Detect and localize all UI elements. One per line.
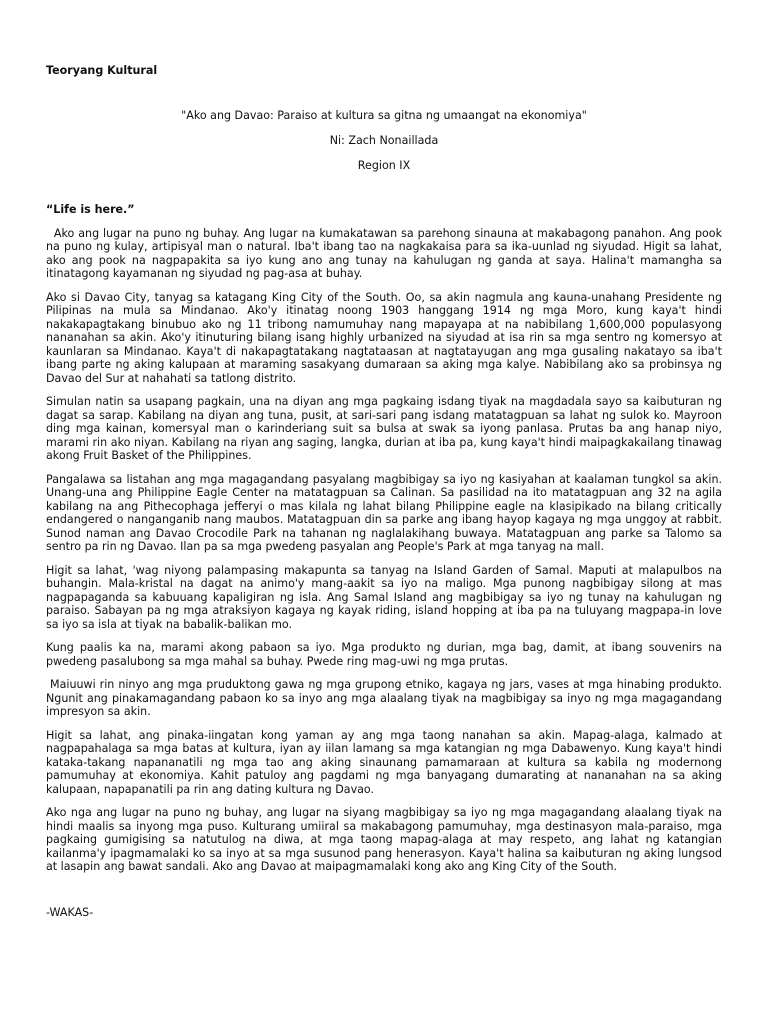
paragraph: Simulan natin sa usapang pagkain, una na diyan ang mga pagkaing isdang tiyak na magdadala sayo sa kaibuturan ng dagat sa sarap. Kabilang na diyan ang tuna, pusit, at sari-sari pang isdang matatagpuan sa lahat ng sulok ko. Mayroon ding mga kainan, komersyal man o karinderiang suit sa bulsa at swak sa iyong panlasa. Prutas ba ang hanap niyo, marami rin ako niyan. Kabilang na riyan ang saging, langka, durian at iba pa, kung kaya't hindi maipagkakailang tinawag akong Fruit Basket of the Philippines. — [46, 395, 722, 462]
paragraph: Ako si Davao City, tanyag sa katagang King City of the South. Oo, sa akin nagmula ang kauna-unahang Presidente ng Pilipinas na mula sa Mindanao. Ako'y itinatag noong 1903 hanggang 1914 ng mga Moro, kung kaya't hindi nakakapagtakang binubuo ako ng 11 tribong namumuhay nang mapayapa at na nabibilang 1,600,000 populasyong nananahan sa akin. Ako'y itinuturing bilang isang highly urbanized na siyudad at isa rin sa mga sentro ng komersyo at kaunlaran sa Mindanao. Kaya't di nakapagtatakang nagtataasan at nagtatayugan ang mga gusaling nakatayo sa iba't ibang parte ng aking kalupaan at maraming sasakyang dumaraan sa aking mga kalye. Nabibilang ako sa probinsya ng Davao del Sur at nahahati sa tatlong distrito. — [46, 290, 722, 385]
ending-mark: -WAKAS- — [46, 905, 94, 919]
paragraph: Higit sa lahat, 'wag niyong palampasing makapunta sa tanyag na Island Garden of Samal. Maputi at malapulbos na buhangin. Mala-kristal na dagat na animo'y mang-aakit sa iyo na maligo. Mga punong nagbibigay silong at mas nagpapaganda sa kabuuang kapaligiran ng isla. Ang Samal Island ang magbibigay sa iyo ng tunay na kahulugan ng paraiso. Sabayan pa ng mga atraksiyon kagaya ng kayak riding, island hopping at iba pa na tuluyang magpapa-in love sa iyo sa isla at tiyak na babalik-balikan mo. — [46, 563, 722, 631]
section-title: Teoryang Kultural — [46, 64, 158, 77]
paragraph: Ako nga ang lugar na puno ng buhay, ang lugar na siyang magbibigay sa iyo ng mga magagandang alaalang tiyak na hindi maalis sa inyong mga puso. Kulturang umiiral sa makabagong pamumuhay, mga destinasyon mala-paraiso, mga pagkaing gumigising sa natutulog na diwa, at mga taong mapag-alaga at may respeto, ang lahat ng katangian kailanma'y ipagmamalaki ko sa inyo at sa mga susunod pang henerasyon. Kaya't halina sa kaibuturan ng aking lungsod at lasapin ang bawat sandali. Ako ang Davao at maipagmamalaki kong ako ang King City of the South. — [46, 806, 722, 873]
paragraph: Higit sa lahat, ang pinaka-iingatan kong yaman ay ang mga taong nanahan sa akin. Mapag-alaga, kalmado at nagpapahalaga sa mga batas at kultura, iyan ay iilan lamang sa mga katangian ng mga Dabawenyo. Kung kaya't hindi kataka-takang napananatili ng mga tao ang aking sinaunang pamamaraan at kultura sa kabila ng modernong pamumuhay at ekonomiya. Kahit patuloy ang pagdami ng mga banyagang dumarating at nananahan na sa aking kalupaan, napapanatili pa rin ang dating kultura ng Davao. — [46, 728, 722, 796]
author-line: Ni: Zach Nonaillada — [329, 134, 439, 147]
region-line: Region IX — [357, 158, 411, 172]
slogan: “Life is here.” — [46, 203, 135, 216]
paragraph: Ako ang lugar na puno ng buhay. Ang lugar na kumakatawan sa parehong sinauna at makabagong panahon. Ang pook na puno ng kulay, artipisyal man o natural. Iba't ibang tao na nagkakaisa para sa ika-uunlad ng siyudad. Higit sa lahat, ako ang pook na nagpapakita sa iyo kung ano ang tunay na kahulugan ng ganda at saya. Halina't mamangha sa itinatagong kayamanan ng siyudad ng pag-asa at buhay. — [46, 226, 722, 280]
paragraph: Kung paalis ka na, marami akong pabaon sa iyo. Mga produkto ng durian, mga bag, damit, at ibang souvenirs na pwedeng pasalubong sa mga mahal sa buhay. Pwede ring mag-uwi ng mga prutas. — [46, 641, 722, 668]
essay-body — [46, 227, 722, 874]
essay-title: "Ako ang Davao: Paraiso at kultura sa gitna ng umaangat na ekonomiya" — [181, 108, 587, 122]
paragraph: Maiuuwi rin ninyo ang mga pruduktong gawa ng mga grupong etniko, kagaya ng jars, vases at mga hinabing produkto. Ngunit ang pinakamagandang pabaon ko sa inyo ang mga alaalang tiyak na magbibigay sa inyo ng mga magagandang impresyon sa akin. — [46, 678, 722, 718]
paragraph: Pangalawa sa listahan ang mga magagandang pasyalang magbibigay sa iyo ng kasiyahan at kaalaman tungkol sa akin. Unang-una ang Philippine Eagle Center na matatagpuan sa Calinan. Sa pasilidad na ito matatagpuan ang 32 na agila kabilang na ang Pithecophaga jefferyi o mas kilala ng lahat bilang Philippine eagle na klasipikado na bilang critically endangered o nanganganib nang maubos. Matatagpuan din sa parke ang ibang hayop kagaya ng mga unggoy at rabbit. Sunod naman ang Davao Crocodile Park na tahanan ng naglalakihang buwaya. Matatagpuan ang parke sa Talomo sa sentro pa rin ng Davao. Ilan pa sa mga pwedeng pasyalan ang People's Park at mga tanyag na mall. — [46, 472, 722, 553]
